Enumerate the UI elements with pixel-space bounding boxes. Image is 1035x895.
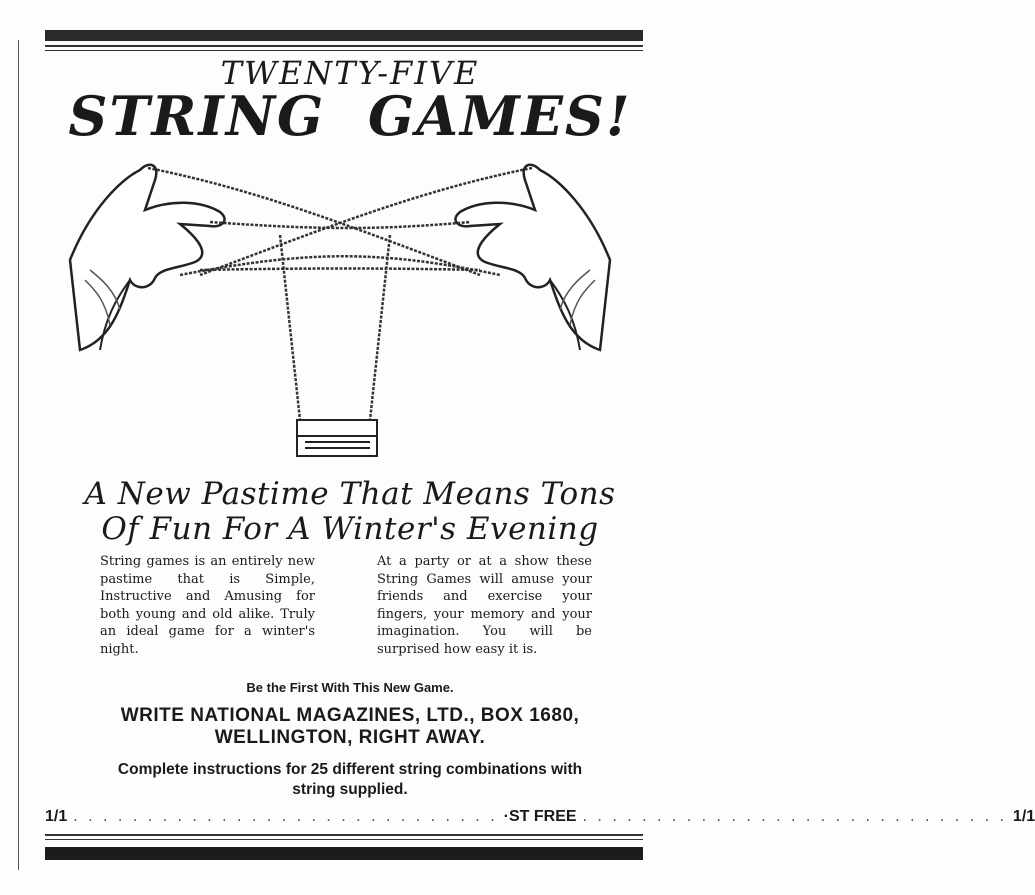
instructions-line-2: string supplied. xyxy=(292,781,408,798)
top-border-bar xyxy=(45,30,643,41)
body-left-column: String games is an entirely new pastime that is Simple, Instructive and Amusing for both young and old alike. Truly an ideal game for a winter's night. xyxy=(100,554,315,657)
post-free-label: ·ST FREE xyxy=(503,808,577,825)
leader-dots: . . . . . . . . . . . . . . . . . . . . . . . . . . . . . xyxy=(73,808,498,825)
write-address-line-2: WELLINGTON, RIGHT AWAY. xyxy=(214,727,486,748)
subheading-line-1: A New Pastime That Means Tons xyxy=(84,476,616,512)
write-address xyxy=(0,705,700,749)
bottom-border-rule-2 xyxy=(45,839,643,840)
headline-small: TWENTY-FIVE xyxy=(220,54,480,92)
tagline: Be the First With This New Game. xyxy=(246,680,454,695)
headline-large: STRING GAMES! xyxy=(68,84,632,148)
hands-string-figure-icon xyxy=(60,150,620,475)
top-border-rule xyxy=(45,45,643,47)
bottom-border-bar xyxy=(45,847,643,860)
write-address-line-1: WRITE NATIONAL MAGAZINES, LTD., BOX 1680, xyxy=(120,705,580,726)
instructions-note xyxy=(0,760,700,800)
leader-dots: . . . . . . . . . . . . . . . . . . . . . . . . . . . . . xyxy=(582,808,1007,825)
body-right-column: At a party or at a show these String Games will amuse your friends and exercise your fingers, your memory and your imagination. You will be surprised how easy it is. xyxy=(377,554,592,657)
price-left: 1/1 xyxy=(45,808,68,825)
price-row xyxy=(45,806,1035,828)
bottom-border-rule xyxy=(45,834,643,836)
instructions-line-1: Complete instructions for 25 different string combinations with xyxy=(117,761,583,778)
subheading-line-2: Of Fun For A Winter's Evening xyxy=(101,511,599,547)
price-right: 1/1 xyxy=(1012,808,1035,825)
top-border-rule-2 xyxy=(45,50,643,51)
